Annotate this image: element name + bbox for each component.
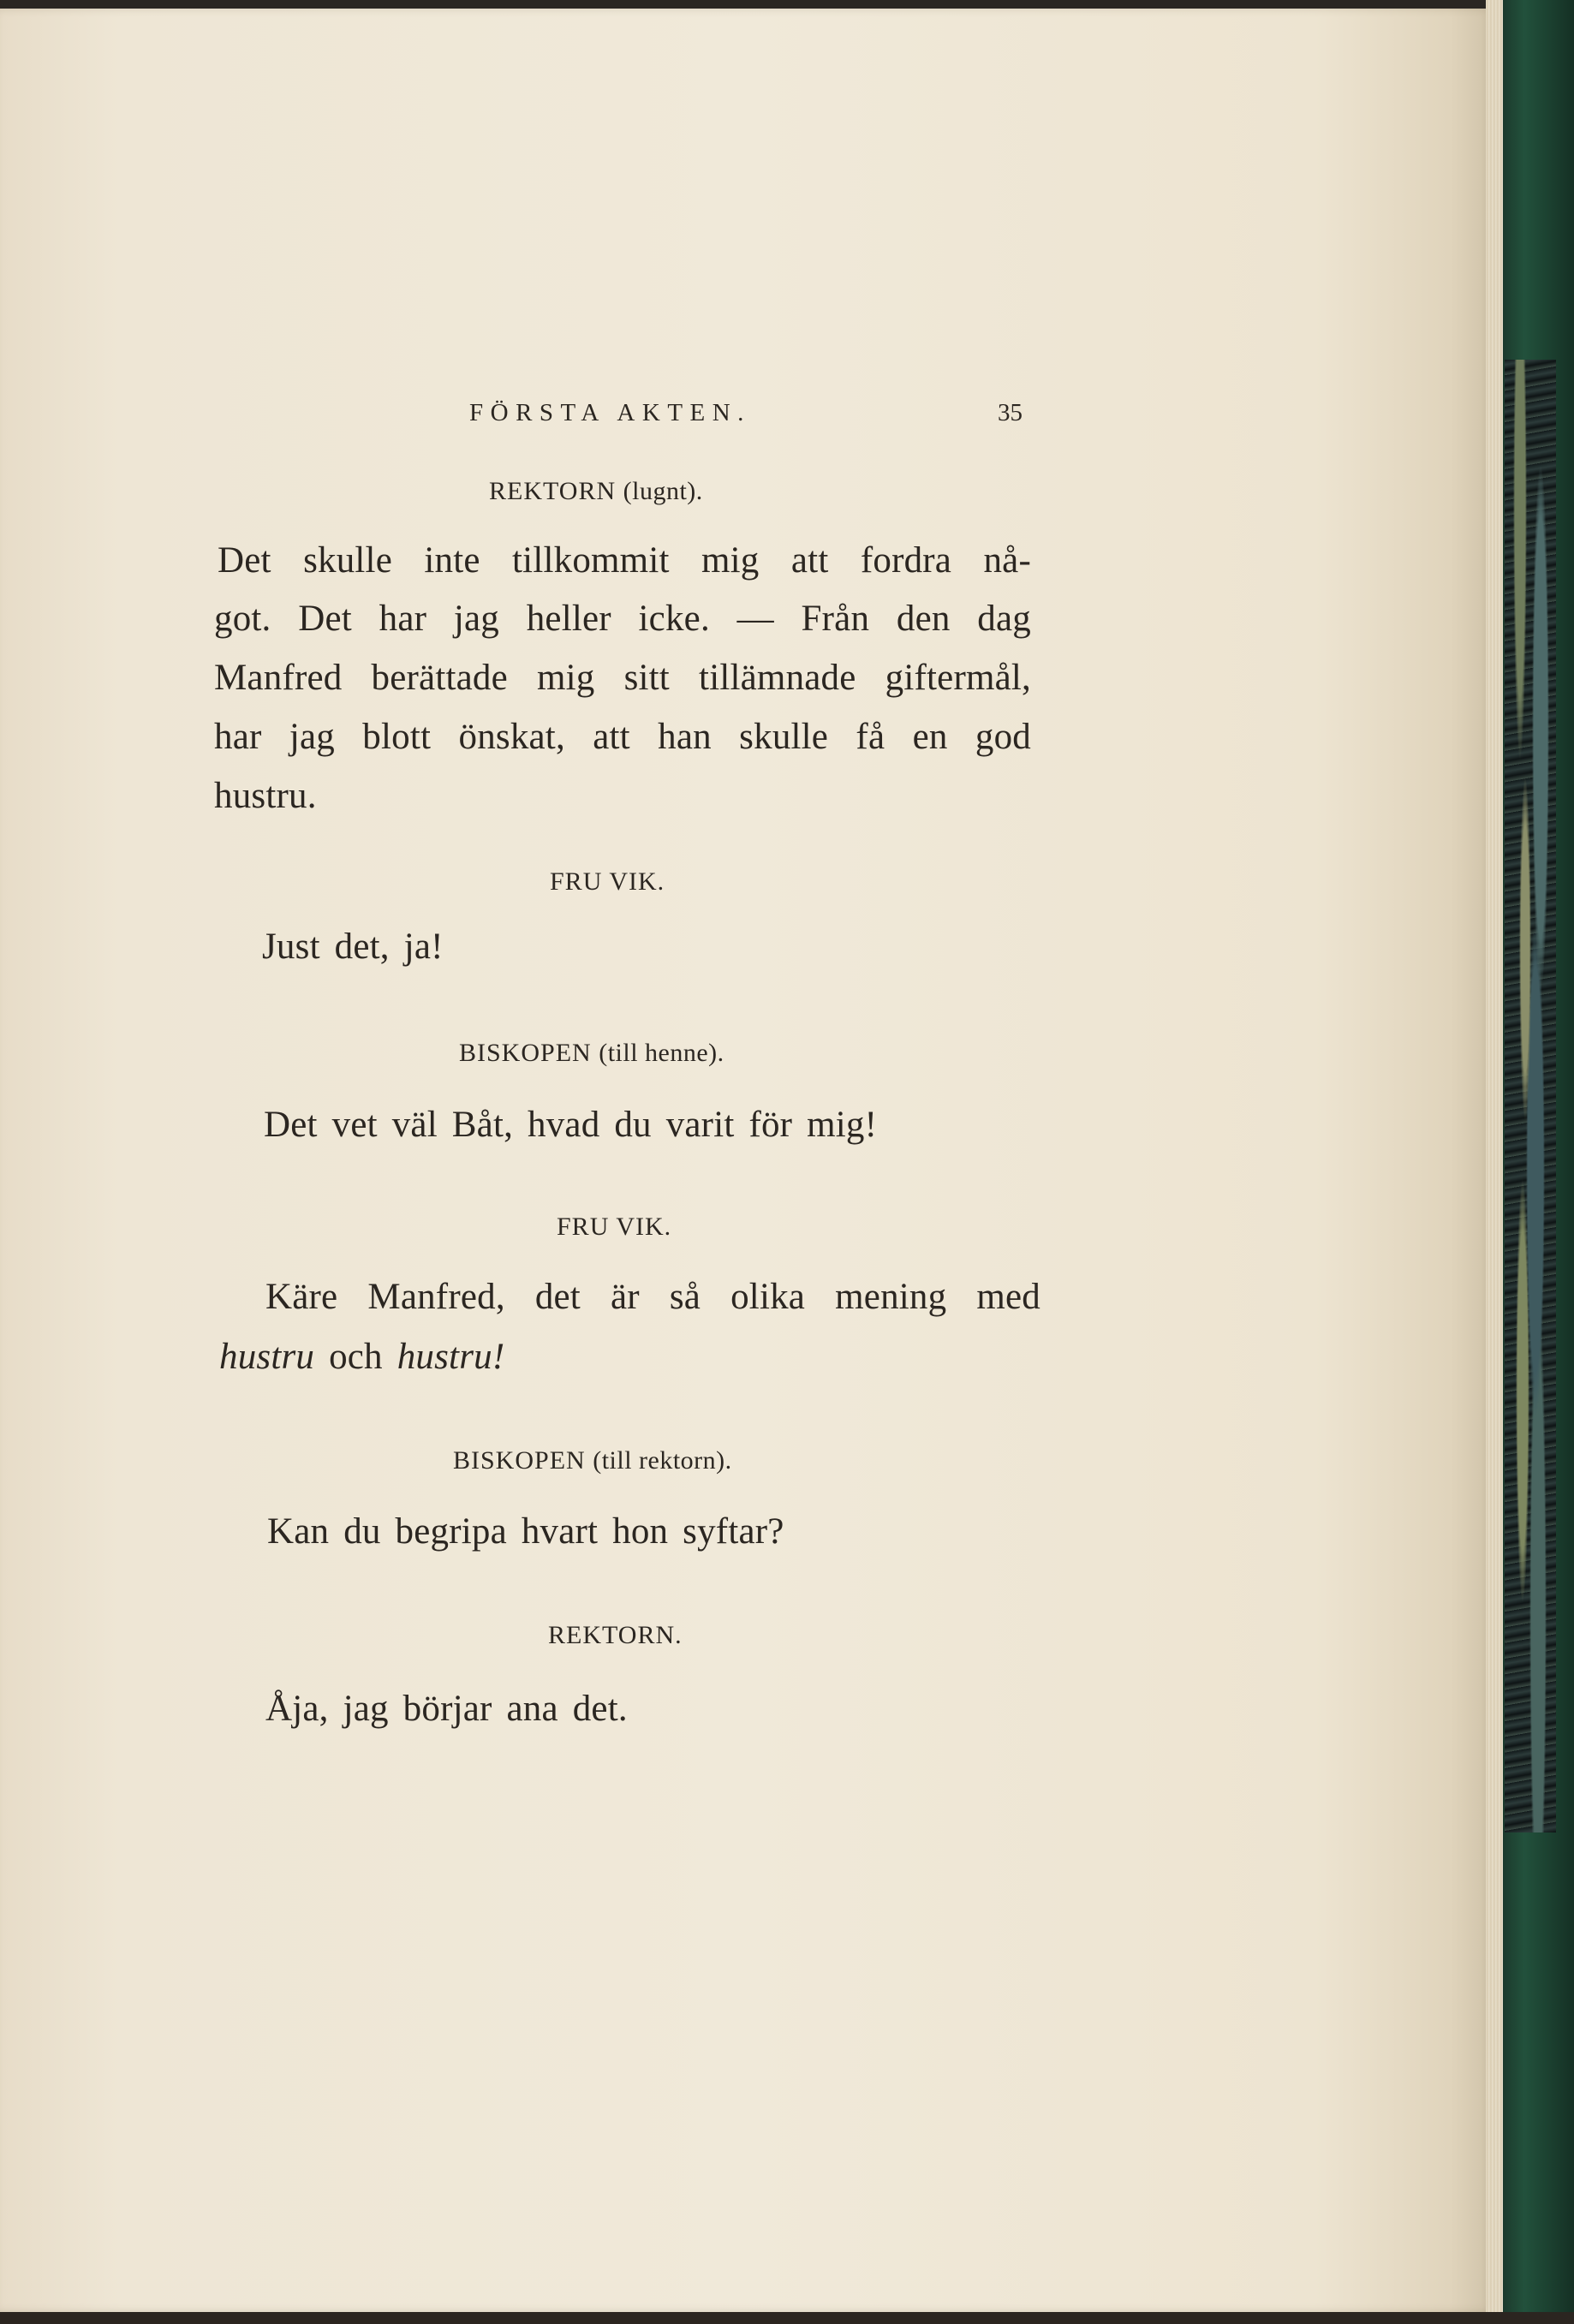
stage-direction: (till henne). bbox=[599, 1039, 724, 1067]
dialogue-line bbox=[219, 1336, 504, 1378]
speaker-heading bbox=[557, 1213, 671, 1242]
italic-word: hustru! bbox=[396, 1337, 505, 1377]
page-edges bbox=[1486, 0, 1505, 2324]
dialogue-line: Åja, jag börjar ana det. bbox=[265, 1689, 628, 1729]
speaker-name: BISKOPEN bbox=[453, 1446, 586, 1475]
speaker-name: FRU VIK. bbox=[550, 867, 665, 896]
dialogue-line: got. Det har jag heller icke. — Från den dag bbox=[214, 599, 1031, 639]
stage-direction: (till rektorn). bbox=[593, 1446, 732, 1475]
speaker-heading bbox=[489, 477, 703, 506]
dialogue-line: Just det, ja! bbox=[262, 927, 444, 967]
dialogue-line: hustru. bbox=[214, 776, 317, 816]
dialogue-line: Det vet väl Båt, hvad du varit för mig! bbox=[264, 1105, 878, 1145]
dialogue-line: Käre Manfred, det är så olika mening med bbox=[265, 1277, 1040, 1317]
dialogue-line: Kan du begripa hvart hon syftar? bbox=[267, 1511, 784, 1552]
page-number: 35 bbox=[998, 399, 1023, 426]
speaker-heading bbox=[453, 1446, 732, 1475]
speaker-heading bbox=[548, 1621, 683, 1650]
stage-direction: (lugnt). bbox=[623, 477, 703, 505]
speaker-name: REKTORN. bbox=[548, 1621, 683, 1649]
running-header-title: FÖRSTA AKTEN. bbox=[469, 399, 751, 426]
dialogue-line: Det skulle inte tillkommit mig att fordra nå- bbox=[218, 540, 1031, 581]
paper-page bbox=[0, 9, 1494, 2312]
dialogue-line: har jag blott önskat, att han skulle få en god bbox=[214, 717, 1031, 757]
speaker-name: BISKOPEN bbox=[459, 1039, 592, 1067]
plain-word: och bbox=[314, 1337, 397, 1377]
marbled-endpaper bbox=[1505, 360, 1556, 1832]
speaker-name: REKTORN bbox=[489, 477, 617, 505]
speaker-heading bbox=[459, 1039, 724, 1068]
italic-word: hustru bbox=[219, 1337, 315, 1377]
bottom-edge bbox=[0, 2312, 1574, 2324]
speaker-heading bbox=[550, 867, 665, 897]
speaker-name: FRU VIK. bbox=[557, 1213, 672, 1241]
dialogue-line: Manfred berättade mig sitt tillämnade giftermål, bbox=[214, 658, 1031, 698]
